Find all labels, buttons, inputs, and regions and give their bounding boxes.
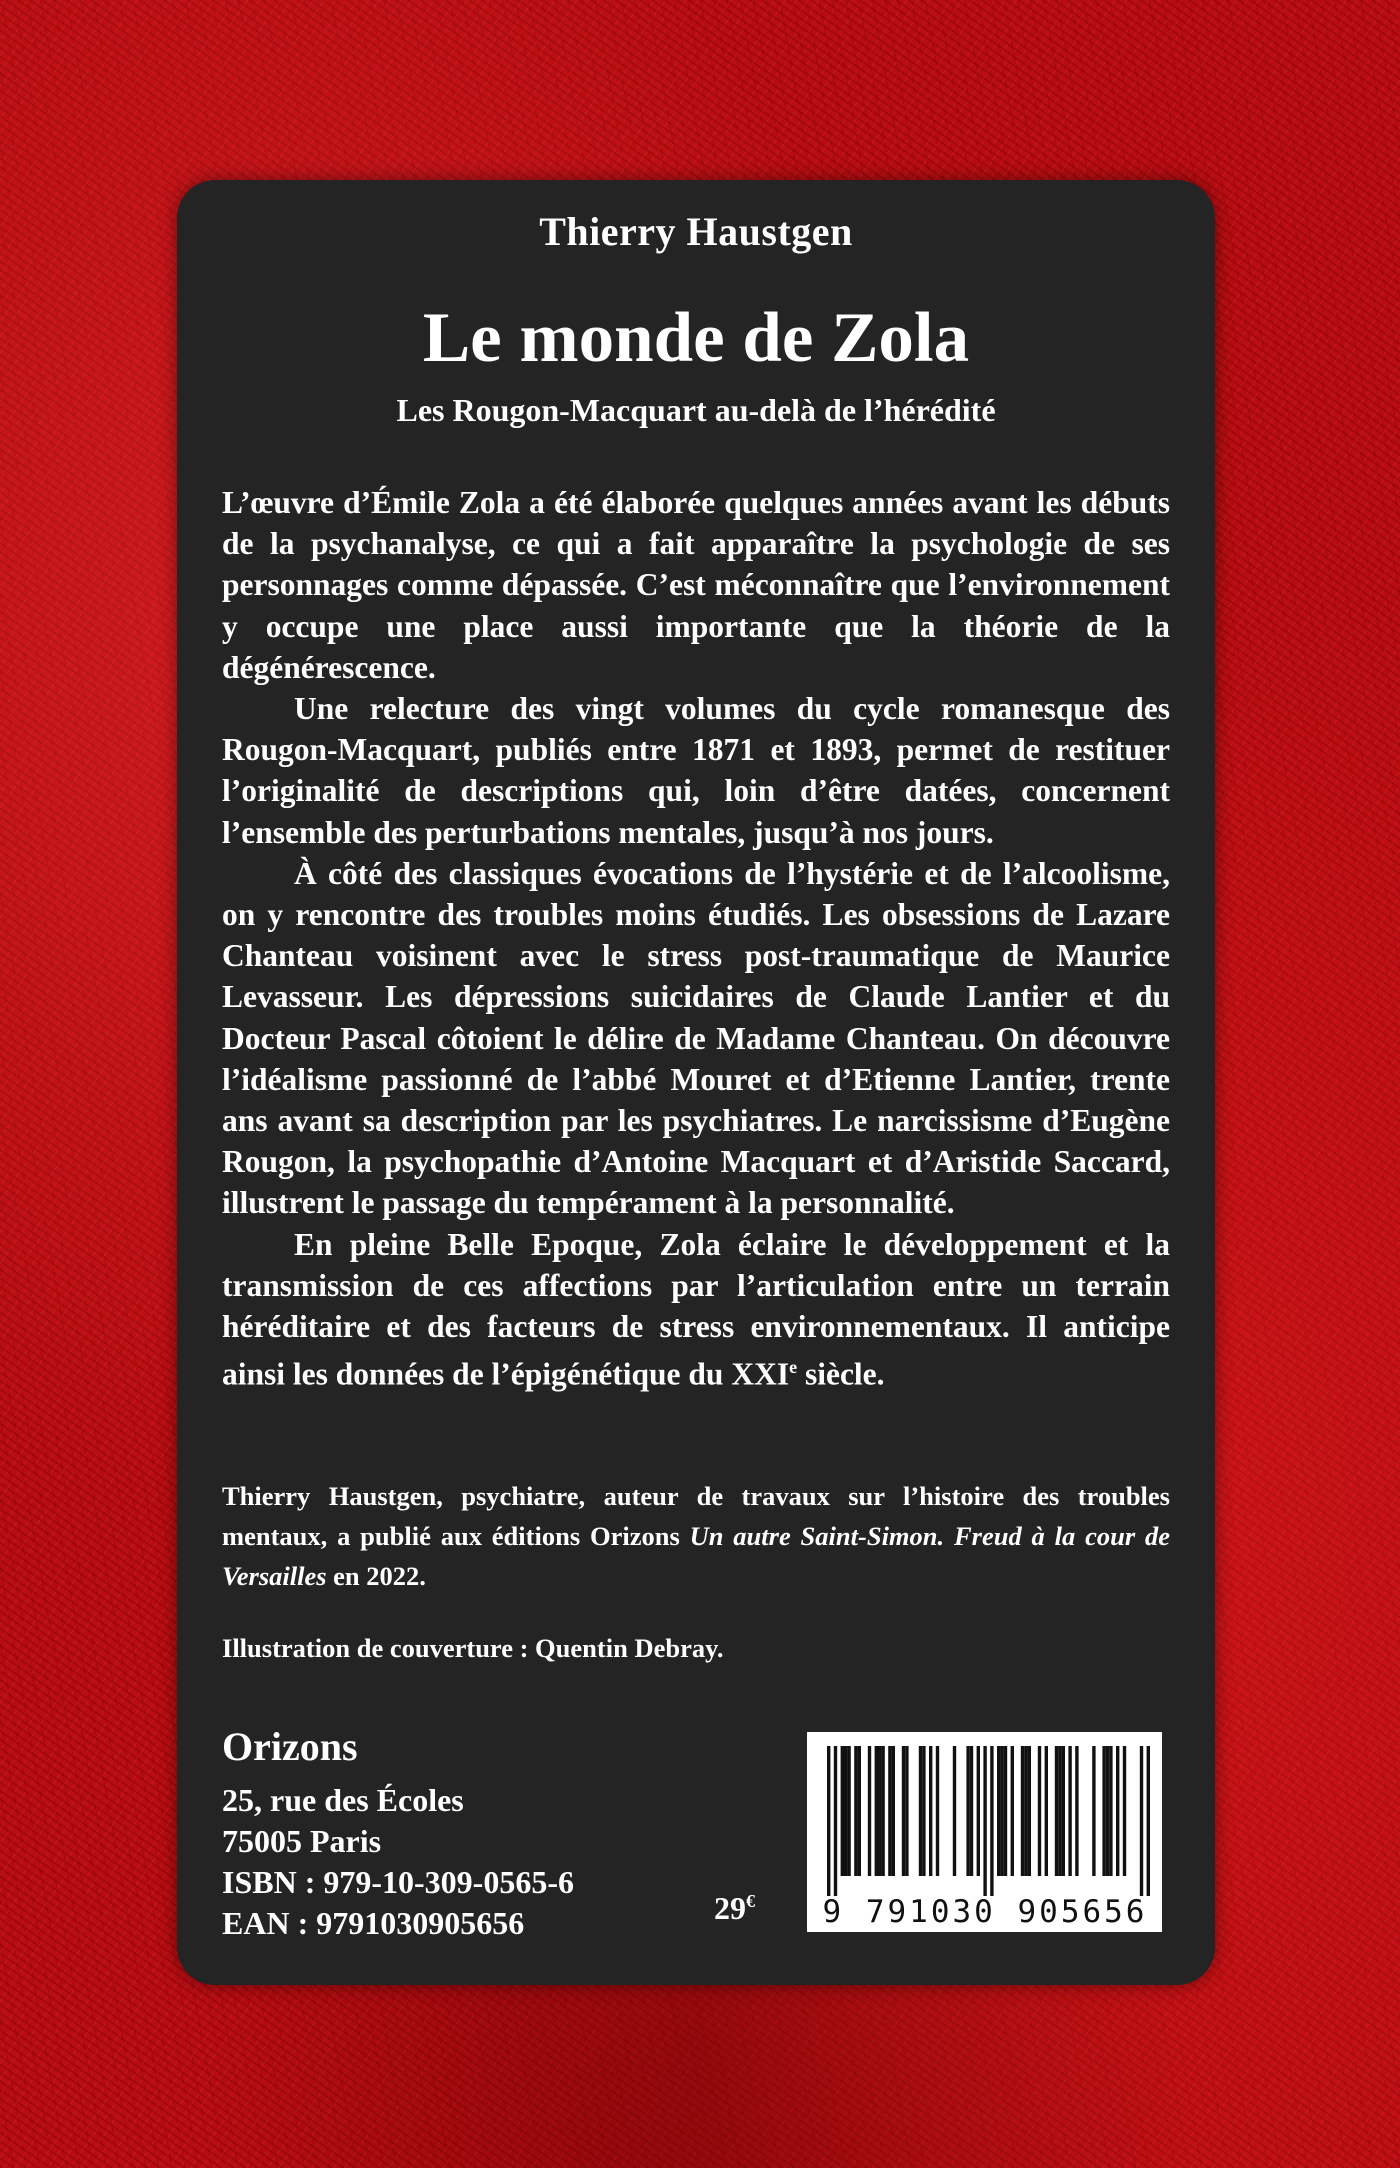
publisher-info <box>222 1768 574 1944</box>
barcode <box>807 1732 1162 1932</box>
barcode-bar <box>1147 1746 1150 1896</box>
barcode-bar <box>936 1746 939 1876</box>
back-cover-panel <box>177 180 1215 1985</box>
blurb-paragraph-4-text: En pleine Belle Epoque, Zola éclaire le développement et la transmission de ces affections par l’articulation entre un terrain héréditaire et des facteurs de stress environnementaux. Il anticipe ainsi les données de l’épigénétique du XXI <box>222 1226 1170 1392</box>
barcode-bar <box>868 1746 871 1876</box>
barcode-bar <box>875 1746 878 1876</box>
barcode-bar <box>1092 1746 1095 1876</box>
barcode-bar <box>1058 1746 1061 1876</box>
blurb-paragraph-3: À côté des classiques évocations de l’hystérie et de l’alcoolisme, on y rencontre des troubles moins étudiés. Les obsessions de Lazare Chanteau voisinent avec le stress post-traumatique de Maurice Levasseur. Les dépressions suicidaires de Claude Lantier et du Docteur Pascal côtoient le délire de Madame Chanteau. On découvre l’idéalisme passionné de l’abbé Mouret et d’Etienne Lantier, trente ans avant sa description par les psychiatres. Le narcissisme d’Eugène Rougon, la psychopathie d’Antoine Macquart et d’Aristide Saccard, illustrent le passage du tempérament à la personnalité. <box>222 855 1170 1221</box>
barcode-bar <box>1116 1746 1119 1876</box>
barcode-bar <box>1102 1746 1105 1876</box>
barcode-bar <box>902 1746 905 1876</box>
barcode-bar <box>878 1746 881 1876</box>
price <box>714 1890 755 1927</box>
barcode-bar <box>929 1746 932 1876</box>
ean: EAN : 9791030905656 <box>222 1905 525 1941</box>
barcode-bar <box>977 1746 980 1876</box>
barcode-bar <box>1062 1746 1065 1876</box>
barcode-bar <box>892 1746 895 1876</box>
barcode-bar <box>1075 1746 1078 1876</box>
blurb-paragraph-1: L’œuvre d’Émile Zola a été élaborée quelques années avant les débuts de la psychanalyse, ce qui a fait apparaître la psychologie de ses personnages comme dépassée. C’est méconnaître que l’environnement y occupe une place aussi importante que la théorie de la dégénérescence. <box>222 485 1170 685</box>
barcode-bar <box>1140 1746 1143 1896</box>
barcode-bar <box>888 1746 891 1876</box>
barcode-bar <box>922 1746 925 1876</box>
book-title: Le monde de Zola <box>422 299 970 377</box>
barcode-bar <box>858 1746 861 1876</box>
isbn: ISBN : 979-10-309-0565-6 <box>222 1864 574 1900</box>
barcode-bar <box>854 1746 857 1876</box>
price-currency: € <box>746 1891 755 1911</box>
barcode-bar <box>881 1746 884 1876</box>
century-superscript: e <box>789 1357 798 1378</box>
barcode-bar <box>1004 1746 1007 1876</box>
price-amount: 29 <box>714 1890 746 1926</box>
barcode-bar <box>997 1746 1000 1876</box>
barcode-bar <box>1024 1746 1027 1876</box>
barcode-bar <box>834 1746 837 1896</box>
barcode-bar <box>966 1746 969 1876</box>
illustration-credit: Illustration de couverture : Quentin Debray. <box>222 1633 724 1663</box>
barcode-bar <box>1045 1746 1048 1876</box>
publisher-name: Orizons <box>222 1724 358 1769</box>
barcode-bar <box>827 1746 830 1896</box>
barcode-digits: 9 791030 905656 <box>822 1894 1148 1930</box>
publisher-street: 25, rue des Écoles <box>222 1782 464 1818</box>
barcode-bar <box>990 1746 993 1896</box>
publisher-city: 75005 Paris <box>222 1823 382 1859</box>
author-bio-end: en 2022. <box>326 1561 426 1591</box>
barcode-bar <box>1028 1746 1031 1876</box>
barcode-bar <box>1011 1746 1014 1876</box>
barcode-bar <box>1123 1746 1126 1876</box>
barcode-bar <box>1068 1746 1071 1876</box>
barcode-bar <box>1055 1746 1058 1876</box>
barcode-bar <box>841 1746 844 1876</box>
blurb-paragraph-2: Une relecture des vingt volumes du cycle romanesque des Rougon-Macquart, publiés entre 1871 et 1893, permet de restituer l’originalité de descriptions qui, loin d’être datées, concernent l’ensemble des perturbations mentales, jusqu’à nos jours. <box>222 691 1170 850</box>
author-bio <box>222 1476 1170 1596</box>
blurb <box>222 482 1170 1395</box>
barcode-bar <box>1038 1746 1041 1876</box>
author-bio-text: Thierry Haustgen, psychiatre, auteur de travaux sur l’histoire des troubles mentaux, a publié aux éditions Orizons <box>222 1481 1170 1551</box>
blurb-paragraph-4-end: siècle. <box>797 1356 885 1392</box>
barcode-bar <box>1000 1746 1003 1876</box>
book-subtitle: Les Rougon-Macquart au-delà de l’hérédité <box>396 392 996 428</box>
barcode-bar <box>953 1746 956 1876</box>
barcode-bar <box>1109 1746 1112 1876</box>
barcode-bar <box>919 1746 922 1876</box>
barcode-bar <box>1021 1746 1024 1876</box>
blurb-paragraph-4 <box>222 1224 1170 1395</box>
barcode-bar <box>847 1746 850 1876</box>
author-bio-book-title: Un autre Saint-Simon. Freud à la cour de Versailles <box>222 1521 1170 1591</box>
barcode-bar <box>970 1746 973 1876</box>
barcode-bar <box>844 1746 847 1876</box>
barcode-bar <box>1106 1746 1109 1876</box>
barcode-bar <box>905 1746 908 1876</box>
barcode-bar <box>983 1746 986 1896</box>
author-name: Thierry Haustgen <box>539 209 853 254</box>
